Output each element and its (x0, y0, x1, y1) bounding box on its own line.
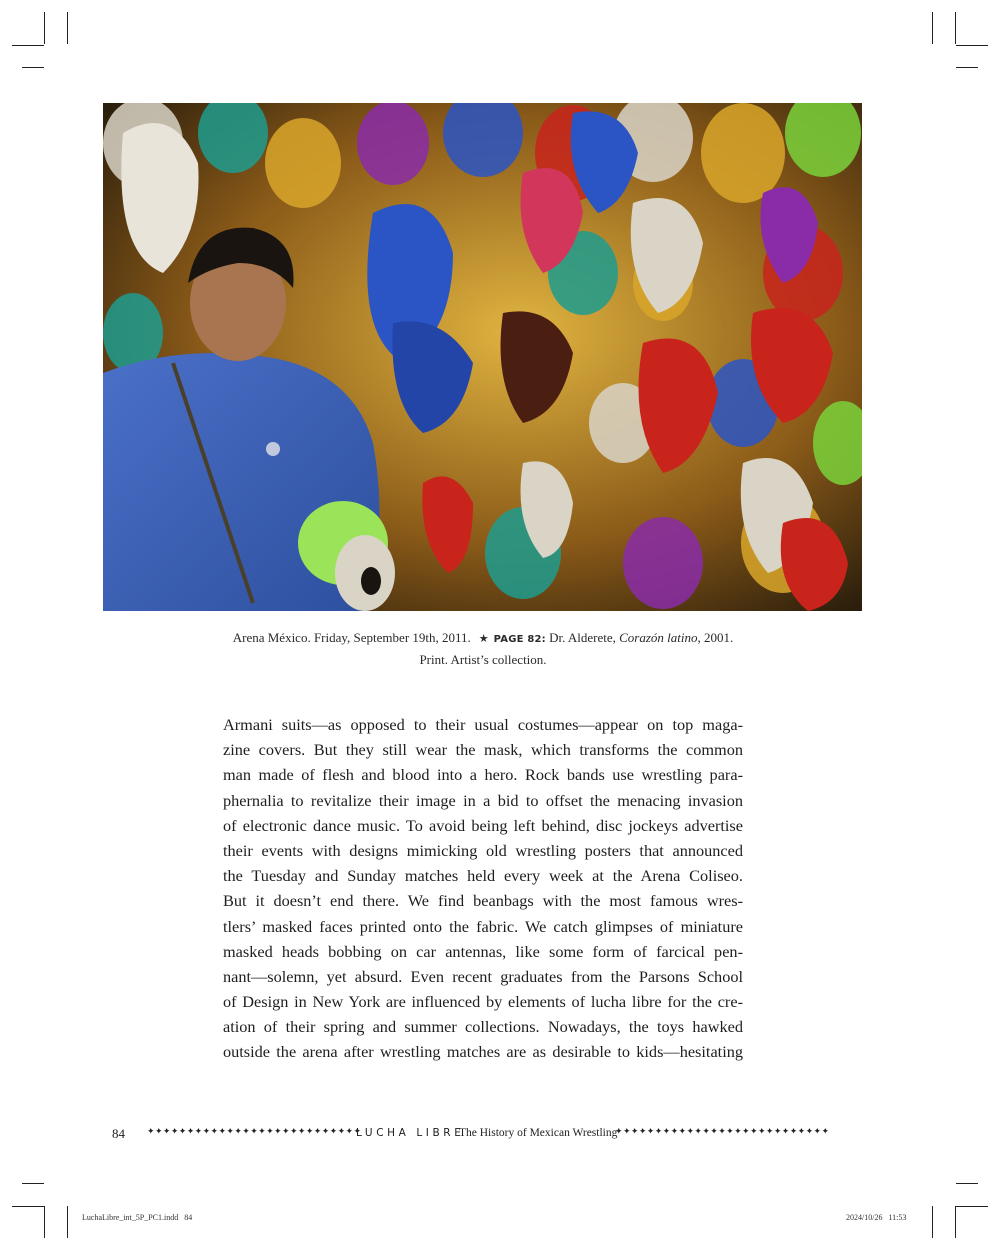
ornament-rule-left: ✦✦✦✦✦✦✦✦✦✦✦✦✦✦✦✦✦✦✦✦✦✦✦✦✦✦✦ (147, 1127, 362, 1137)
crop-mark (956, 1183, 978, 1184)
body-line: masked heads bobbing on car antennas, like some form of farcical pen- (223, 941, 743, 961)
crop-mark (955, 12, 956, 44)
body-line: their events with designs mimicking old wrestling posters that announced (223, 840, 743, 860)
caption-year: , 2001. (697, 630, 734, 645)
body-line: ation of their spring and summer collections. Nowadays, the toys hawked (223, 1017, 743, 1037)
body-line: Armani suits—as opposed to their usual costumes—appear on top maga- (223, 715, 743, 734)
body-line: phernalia to revitalize their image in a bid to offset the menacing invasion (223, 790, 743, 810)
crop-mark (67, 12, 68, 44)
running-footer (112, 1126, 830, 1144)
ornament-rule-right: ✦✦✦✦✦✦✦✦✦✦✦✦✦✦✦✦✦✦✦✦✦✦✦✦✦✦✦ (615, 1127, 830, 1137)
crop-mark (22, 1183, 44, 1184)
caption-place-date: Arena México. Friday, September 19th, 2011. (232, 630, 471, 645)
crop-mark (956, 1206, 988, 1207)
body-line: tlers’ masked faces printed onto the fabric. We catch glimpses of miniature (223, 916, 743, 936)
body-line: nant—solemn, yet absurd. Even recent graduates from the Parsons School (223, 966, 743, 986)
body-line: the Tuesday and Sunday matches held every week at the Arena Coliseo. (223, 866, 743, 886)
crop-mark (932, 1206, 933, 1238)
body-line: man made of flesh and blood into a hero. Rock bands use wrestling para- (223, 765, 743, 785)
photo-illustration (103, 103, 862, 611)
body-line: But it doesn’t end there. We find beanbags with the most famous wres- (223, 891, 743, 911)
crop-mark (955, 1206, 956, 1238)
book-subtitle: The History of Mexican Wrestling (459, 1127, 618, 1139)
crop-mark (44, 1206, 45, 1238)
photo-lucha-masks (103, 103, 862, 611)
body-text (223, 712, 743, 1065)
caption-line-1 (150, 628, 816, 650)
book-title: LUCHA LIBRE (356, 1127, 465, 1139)
crop-mark (67, 1206, 68, 1238)
slug-filename: LuchaLibre_int_5P_PC1.indd 84 (82, 1213, 193, 1222)
star-icon: ★ (478, 633, 489, 645)
body-line: of Design in New York are influenced by elements of lucha libre for the cre- (223, 992, 743, 1012)
slug-timestamp: 2024/10/26 11:53 (846, 1213, 907, 1222)
crop-mark (932, 12, 933, 44)
caption-artwork-title: Corazón latino (619, 630, 698, 645)
body-line: outside the arena after wrestling matches are as desirable to kids—hesitating (223, 1042, 743, 1062)
caption-artist: Dr. Alderete, (545, 630, 620, 645)
crop-mark (44, 12, 45, 44)
crop-mark (12, 1206, 44, 1207)
crop-mark (22, 67, 44, 68)
crop-mark (956, 67, 978, 68)
caption-line-2: Print. Artist’s collection. (419, 652, 547, 667)
caption-page-label: PAGE 82: (493, 634, 546, 645)
crop-mark (956, 45, 988, 46)
body-line: zine covers. But they still wear the mask, which transforms the common (223, 740, 743, 760)
crop-mark (12, 45, 44, 46)
photo-caption (150, 628, 816, 670)
body-line: of electronic dance music. To avoid being left behind, disc jockeys advertise (223, 815, 743, 835)
page-number: 84 (112, 1126, 125, 1141)
